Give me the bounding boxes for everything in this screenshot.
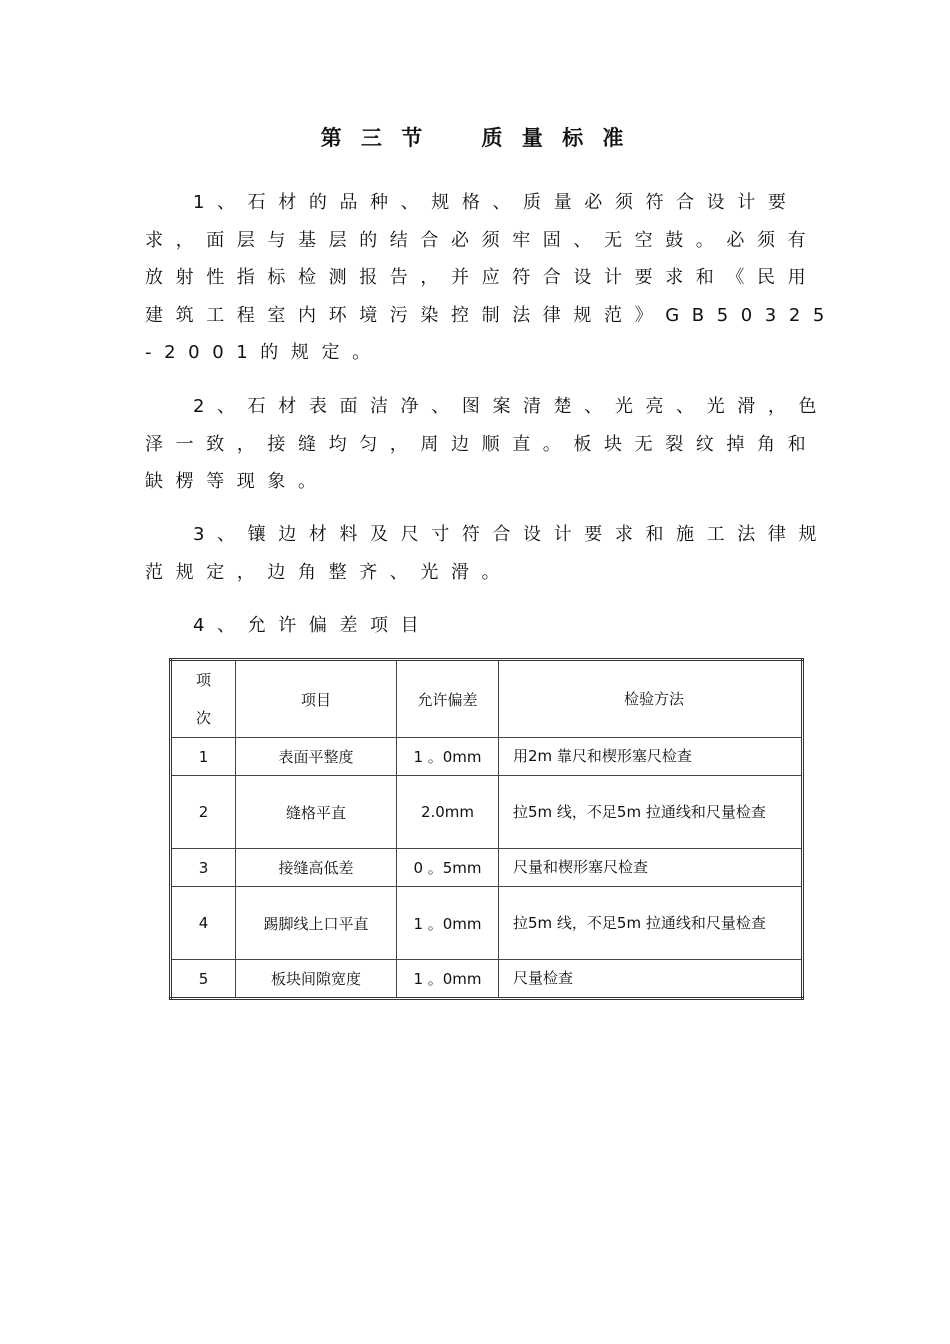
table-row <box>171 776 803 849</box>
row-method: 尺量和楔形塞尺检查 <box>499 849 803 887</box>
row-method: 拉5m 线，不足5m 拉通线和尺量检查 <box>499 887 803 960</box>
row-index: 3 <box>171 849 236 887</box>
row-index: 2 <box>171 776 236 849</box>
row-tolerance: 1 。0mm <box>397 887 499 960</box>
row-tolerance: 1 。0mm <box>397 738 499 776</box>
row-method: 用2m 靠尺和楔形塞尺检查 <box>499 738 803 776</box>
row-method: 拉5m 线，不足5m 拉通线和尺量检查 <box>499 776 803 849</box>
row-item: 接缝高低差 <box>236 849 397 887</box>
row-item: 板块间隙宽度 <box>236 960 397 999</box>
header-index: 项次 <box>171 660 236 738</box>
paragraph-1: 1、石材的品种、规格、质量必须符合设计要求，面层与基层的结合必须牢固、无空鼓。必须有放射性指标检测报告，并应符合设计要求和《民用建筑工程室内环境污染控制法律规范》GB50325-2001的规定。 <box>145 192 837 363</box>
row-tolerance: 0 。5mm <box>397 849 499 887</box>
row-method: 尺量检查 <box>499 960 803 999</box>
section-title: 第 三 节 质 量 标 准 <box>320 126 630 150</box>
header-tolerance: 允许偏差 <box>397 660 499 738</box>
row-tolerance: 1 。0mm <box>397 960 499 999</box>
row-index: 4 <box>171 887 236 960</box>
row-item: 表面平整度 <box>236 738 397 776</box>
table-row <box>171 849 803 887</box>
tolerance-table <box>169 658 804 1000</box>
paragraph-4: 4、允许偏差项目 <box>193 615 432 636</box>
table-header-row <box>171 660 803 738</box>
table-row <box>171 738 803 776</box>
paragraph-3: 3、镶边材料及尺寸符合设计要求和施工法律规范规定，边角整齐、光滑。 <box>145 524 830 583</box>
header-method: 检验方法 <box>499 660 803 738</box>
row-item: 缝格平直 <box>236 776 397 849</box>
row-index: 1 <box>171 738 236 776</box>
row-index: 5 <box>171 960 236 999</box>
row-tolerance: 2.0mm <box>397 776 499 849</box>
table-row <box>171 960 803 999</box>
table-row <box>171 887 803 960</box>
paragraph-2: 2、石材表面洁净、图案清楚、光亮、光滑，色泽一致，接缝均匀，周边顺直。板块无裂纹掉角和缺楞等现象。 <box>145 396 830 492</box>
row-item: 踢脚线上口平直 <box>236 887 397 960</box>
header-item: 项目 <box>236 660 397 738</box>
